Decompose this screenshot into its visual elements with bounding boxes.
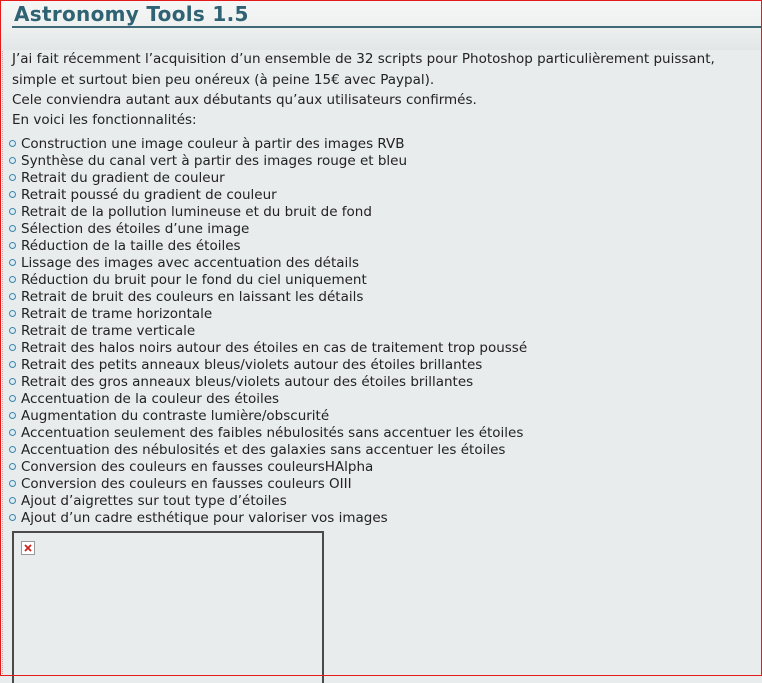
feature-text: Accentuation des nébulosités et des galaxies sans accentuer les étoiles	[21, 442, 506, 458]
feature-item	[9, 238, 527, 255]
feature-text: Retrait de la pollution lumineuse et du bruit de fond	[21, 204, 372, 220]
feature-item	[9, 289, 527, 306]
feature-item	[9, 476, 527, 493]
title-underline	[12, 26, 762, 28]
feature-item	[9, 374, 527, 391]
feature-item	[9, 272, 527, 289]
bullet-icon	[9, 378, 16, 385]
feature-text: Accentuation seulement des faibles nébulosités sans accentuer les étoiles	[21, 425, 524, 441]
bullet-icon	[9, 242, 16, 249]
bullet-icon	[9, 276, 16, 283]
bullet-icon	[9, 446, 16, 453]
intro-line: Cele conviendra autant aux débutants qu’aux utilisateurs confirmés.	[12, 92, 477, 108]
feature-item	[9, 136, 527, 153]
header	[0, 0, 762, 50]
feature-text: Réduction du bruit pour le fond du ciel uniquement	[21, 272, 367, 288]
feature-text: Conversion des couleurs en fausses couleursHAlpha	[21, 459, 374, 475]
bullet-icon	[9, 429, 16, 436]
intro-line: J’ai fait récemment l’acquisition d’un ensemble de 32 scripts pour Photoshop particulièrement puissant,	[12, 51, 715, 67]
bullet-icon	[9, 225, 16, 232]
feature-text: Retrait de trame verticale	[21, 323, 196, 339]
feature-text: Retrait poussé du gradient de couleur	[21, 187, 277, 203]
bullet-icon	[9, 514, 16, 521]
feature-item	[9, 221, 527, 238]
features-list	[9, 136, 527, 527]
feature-text: Retrait des halos noirs autour des étoiles en cas de traitement trop poussé	[21, 340, 528, 356]
feature-text: Sélection des étoiles d’une image	[21, 221, 250, 237]
feature-text: Conversion des couleurs en fausses couleurs OIII	[21, 476, 352, 492]
feature-text: Ajout d’un cadre esthétique pour valoriser vos images	[21, 510, 388, 526]
feature-text: Augmentation du contraste lumière/obscurité	[21, 408, 330, 424]
bullet-icon	[9, 327, 16, 334]
feature-text: Retrait des gros anneaux bleus/violets autour des étoiles brillantes	[21, 374, 474, 390]
feature-item	[9, 493, 527, 510]
feature-text: Synthèse du canal vert à partir des images rouge et bleu	[21, 153, 408, 169]
feature-text: Retrait du gradient de couleur	[21, 170, 225, 186]
intro-line: simple et surtout bien peu onéreux (à peine 15€ avec Paypal).	[12, 72, 435, 88]
feature-item	[9, 306, 527, 323]
image-placeholder	[12, 531, 324, 683]
feature-text: Construction une image couleur à partir des images RVB	[21, 136, 405, 152]
feature-item	[9, 357, 527, 374]
feature-item	[9, 187, 527, 204]
bullet-icon	[9, 191, 16, 198]
bullet-icon	[9, 174, 16, 181]
features-heading: En voici les fonctionnalités:	[12, 112, 197, 128]
bullet-icon	[9, 480, 16, 487]
feature-item	[9, 425, 527, 442]
bullet-icon	[9, 395, 16, 402]
feature-item	[9, 510, 527, 527]
bullet-icon	[9, 259, 16, 266]
feature-text: Accentuation de la couleur des étoiles	[21, 391, 280, 407]
bullet-icon	[9, 463, 16, 470]
bullet-icon	[9, 157, 16, 164]
feature-text: Réduction de la taille des étoiles	[21, 238, 241, 254]
feature-text: Ajout d’aigrettes sur tout type d’étoiles	[21, 493, 287, 509]
broken-image-icon	[21, 541, 35, 555]
bullet-icon	[9, 293, 16, 300]
bullet-icon	[9, 497, 16, 504]
feature-item	[9, 340, 527, 357]
feature-item	[9, 391, 527, 408]
feature-text: Retrait de trame horizontale	[21, 306, 213, 322]
feature-item	[9, 408, 527, 425]
feature-item	[9, 255, 527, 272]
bullet-icon	[9, 344, 16, 351]
bullet-icon	[9, 361, 16, 368]
feature-item	[9, 170, 527, 187]
bullet-icon	[9, 310, 16, 317]
bullet-icon	[9, 412, 16, 419]
feature-item	[9, 442, 527, 459]
feature-text: Retrait des petits anneaux bleus/violets autour des étoiles brillantes	[21, 357, 483, 373]
article-body	[12, 49, 752, 129]
bullet-icon	[9, 208, 16, 215]
feature-item	[9, 153, 527, 170]
left-dotted-edge	[2, 0, 4, 676]
feature-item	[9, 323, 527, 340]
feature-text: Retrait de bruit des couleurs en laissant les détails	[21, 289, 364, 305]
bullet-icon	[9, 140, 16, 147]
page-title: Astronomy Tools 1.5	[14, 2, 249, 26]
feature-item	[9, 204, 527, 221]
feature-item	[9, 459, 527, 476]
feature-text: Lissage des images avec accentuation des détails	[21, 255, 360, 271]
